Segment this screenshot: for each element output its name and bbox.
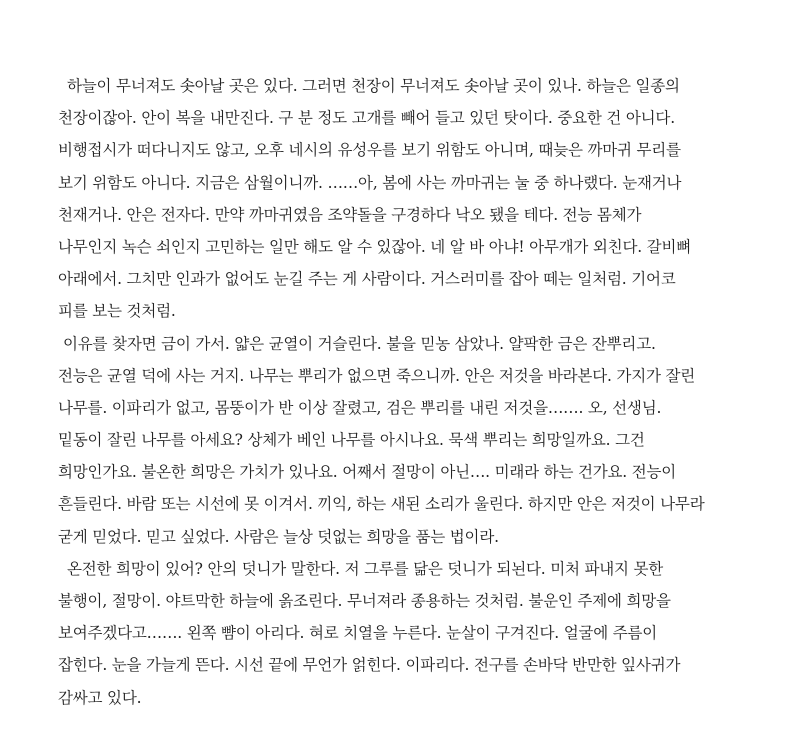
- paragraph-line: 비행접시가 떠다니지도 않고, 오후 네시의 유성우를 보기 위함도 아니며, 때늦은 까마귀 무리를: [58, 141, 681, 160]
- paragraph-line: 나무인지 녹슨 쇠인지 고민하는 일만 해도 알 수 있잖아. 네 알 바 아냐! 아무개가 외친다. 갈비뼈: [58, 237, 691, 256]
- paragraph-line: 보여주겠다고……. 왼쪽 뺨이 아리다. 혀로 치열을 누른다. 눈살이 구겨진다. 얼굴에 주름이: [58, 624, 658, 643]
- paragraph-line: 피를 보는 것처럼.: [58, 302, 176, 321]
- document-body: [58, 70, 758, 714]
- paragraph-line: 전능은 균열 덕에 사는 거지. 나무는 뿌리가 없으면 죽으니까. 안은 저것을 바라본다. 가지가 잘린: [58, 366, 696, 385]
- paragraph-line: 천재거나. 안은 전자다. 만약 까마귀였음 조약돌을 구경하다 낙오 됐을 테다. 전능 몸체가: [58, 205, 642, 224]
- paragraph-line: 잡힌다. 눈을 가늘게 뜬다. 시선 끝에 무언가 얽힌다. 이파리다. 전구를 손바닥 반만한 잎사귀가: [58, 656, 681, 675]
- paragraph-line: 나무를. 이파리가 없고, 몸뚱이가 반 이상 잘렸고, 검은 뿌리를 내린 저것을……. 오, 선생님.: [58, 398, 662, 417]
- paragraph-line: 흔들린다. 바람 또는 시선에 못 이겨서. 끼익, 하는 새된 소리가 울린다. 하지만 안은 저것이 나무라: [58, 495, 705, 514]
- paragraph-line: 희망인가요. 불온한 희망은 가치가 있나요. 어째서 절망이 아닌…. 미래라 하는 건가요. 전능이: [58, 463, 677, 482]
- paragraph-line: 하늘이 무너져도 솟아날 곳은 있다. 그러면 천장이 무너져도 솟아날 곳이 있나. 하늘은 일종의: [67, 77, 680, 95]
- paragraph-line: 불행이, 절망이. 야트막한 하늘에 옭조린다. 무너져라 종용하는 것처럼. 불운인 주제에 희망을: [58, 592, 671, 610]
- paragraph-line: 천장이잖아. 안이 복을 내만진다. 구 분 정도 고개를 빼어 들고 있던 탓이다. 중요한 건 아니다.: [58, 109, 675, 128]
- paragraph-line: 온전한 희망이 있어? 안의 덧니가 말한다. 저 그루를 닮은 덧니가 되뇐다. 미처 파내지 못한: [67, 559, 664, 578]
- paragraph-line: 굳게 믿었다. 믿고 싶었다. 사람은 늘상 덧없는 희망을 품는 법이라.: [58, 527, 499, 546]
- paragraph-line: 감싸고 있다.: [58, 688, 142, 707]
- paragraph-line: 보기 위함도 아니다. 지금은 삼월이니까. ……아, 봄에 사는 까마귀는 눌 중 하나랬다. 눈재거나: [58, 173, 682, 192]
- paragraph-line: 밑동이 잘린 나무를 아세요? 상체가 베인 나무를 아시나요. 묵색 뿌리는 희망일까요. 그건: [58, 431, 645, 450]
- paragraph-line: 이유를 찾자면 금이 가서. 얇은 균열이 거슬린다. 불을 믿농 삼았나. 얄팍한 금은 잔뿌리고.: [63, 334, 656, 353]
- paragraph-line: 아래에서. 그치만 인과가 없어도 눈길 주는 게 사람이다. 거스러미를 잡아 떼는 일처럼. 기어코: [58, 270, 676, 289]
